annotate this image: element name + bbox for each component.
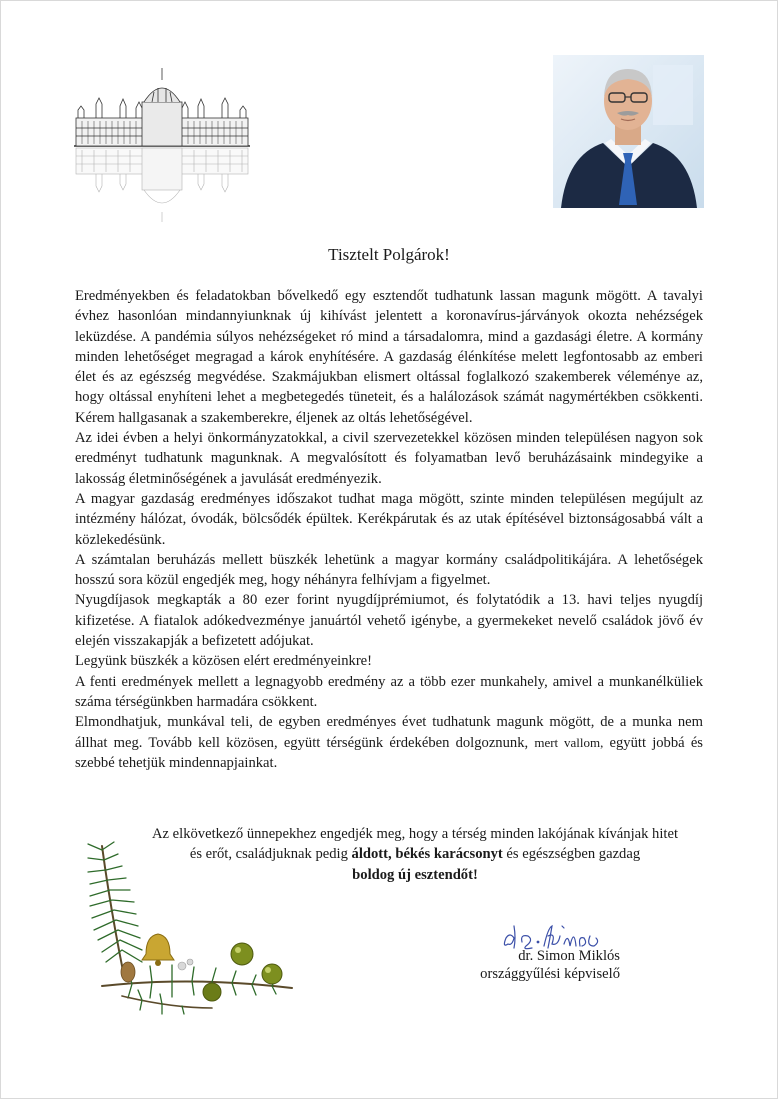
closing-bold-line: boldog új esztendőt! <box>352 866 478 883</box>
portrait-photo <box>553 55 704 208</box>
closing-line: Az elkövetkező ünnepekhez engedjék meg, hogy a térség minden lakójának kívánjak hitet <box>152 826 678 842</box>
paragraph: Az idei évben a helyi önkormányzatokkal, a civil szervezetekkel közösen minden településen nagyon sok eredményt tudhatunk magunknak. A megvalósított és folyamatban levő beruházásaink mindegyike a lakosság életminőségének a javulását eredményezik. <box>75 430 703 487</box>
closing-text: és erőt, családjuknak pedig <box>189 846 348 863</box>
letter-body <box>75 286 703 773</box>
closing-bold-text: áldott, békés karácsonyt <box>351 846 503 863</box>
paragraph: A számtalan beruházás mellett büszkék lehetünk a magyar kormány családpolitikájára. A lehetőségek hosszú sora közül engedjék meg, hogy néhányra felhívjam a figyelmet. <box>75 551 703 589</box>
paragraph: A magyar gazdaság eredményes időszakot tudhat maga mögött, szinte minden településen megújult az intézmény hálózat, óvodák, bölcsődék épültek. Kerékpárutak és az utak építésével biztonságosabbá vált a közlekedésünk. <box>75 490 703 548</box>
paragraph: Eredményekben és feladatokban bővelkedő egy esztendőt tudhatunk lassan magunk mögött. A tavalyi évhez hasonlóan mindannyiunknak új kihívást jelentett a koronavírus-járványok okozta nehézségek leküzdése. A pandémia súlyos nehézségeket ró mind a társadalomra, mind a gazdasági életre. A kormány minden lehetőséget megragad a károk enyhítésére. A gazdaság élénkítése melett legfontosabb az emberi élet és az egészség megvédése. Szakmájukban elismert oltással foglalkozó szakemberek véleménye az, hogy oltással enyhíteni lehet a megbetegedés tüneteit, és a halálozások számát nagymértékben csökkenti. Kérem hallgasanak a szakemberekre, éljenek az oltás lehetőségével. <box>75 288 703 426</box>
signatory-name: dr. Simon Miklós <box>518 948 620 964</box>
paragraph-text-end: együtt jobbá és szebbé tehetjük mindennapjainkat. <box>75 734 703 771</box>
paragraph <box>75 712 703 773</box>
paragraph: Nyugdíjasok megkapták a 80 ezer forint nyugdíjprémiumot, és folytatódik a 13. havi teljes nyugdíj kifizetése. A fiatalok adókedvezménye januártól vehető igénybe, a gyermekeket nevelő családok jövő év elején visszakapják a befizetett adójukat. <box>75 592 703 650</box>
paragraph-small-text: mert vallom, <box>534 734 604 750</box>
signatory-title: országgyűlési képviselő <box>480 966 620 982</box>
paragraph: A fenti eredmények mellett a legnagyobb eredmény az a több ezer munkahely, amivel a munkanélküliek száma térségünkben harmadára csökkent. <box>75 673 703 710</box>
closing-text-end: és egészségben gazdag <box>506 846 641 863</box>
paragraph: Legyünk büszkék a közösen elért eredményeinkre! <box>75 653 373 670</box>
paragraph-text: Elmondhatjuk, munkával teli, de egyben eredményes évet tudhatunk magunk mögött, de a munka nem állhat meg. Tovább kell közösen, együtt térségünk érdekében dolgoznunk, <box>75 714 703 751</box>
salutation: Tisztelt Polgárok! <box>328 245 450 264</box>
christmas-branch-decoration <box>62 836 302 1016</box>
parliament-illustration <box>72 66 252 226</box>
